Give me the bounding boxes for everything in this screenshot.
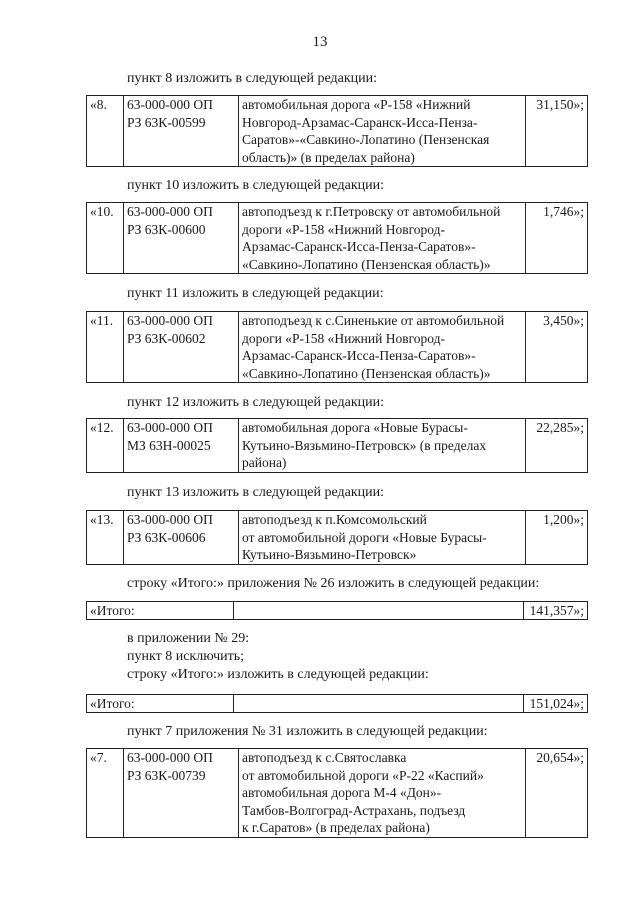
desc-line: дороги «Р-158 «Нижний Новгород- [242,330,446,346]
total-label: «Итого: [87,695,234,713]
table-appendix-31-item-7 [86,748,588,838]
row-number: «13. [87,511,124,565]
road-code [124,312,239,383]
desc-line: область)» (в пределах района) [242,149,415,165]
road-description [239,511,526,565]
appendix-29-line2: пункт 8 исключить; [127,649,245,664]
road-description [239,203,526,274]
desc-line: района) [242,455,287,470]
desc-line: «Савкино-Лопатино (Пензенская область)» [242,365,491,381]
road-length: 20,654»; [526,749,588,838]
page-number: 13 [312,34,328,50]
heading-item-8: пункт 8 изложить в следующей редакции: [127,71,377,86]
table-row [87,511,588,565]
desc-line: автоподъезд к с.Святославка [242,750,407,765]
road-length: 31,150»; [526,96,588,167]
desc-line: «Савкино-Лопатино (Пензенская область)» [242,256,491,272]
desc-line: Саратов»-«Савкино-Лопатино (Пензенская [242,132,490,147]
desc-line: от автомобильной дороги «Новые Бурасы- [242,529,487,545]
road-code-line2: РЗ 63К-00599 [127,114,206,130]
appendix-29-line3: строку «Итого:» изложить в следующей редакции: [127,667,429,682]
desc-line: от автомобильной дороги «Р-22 «Каспий» [242,767,484,783]
desc-line: Тамбов-Волгоград-Астрахань, подъезд [242,802,466,818]
road-length: 1,200»; [526,511,588,565]
desc-line: автоподъезд к с.Синенькие от автомобильной [242,313,505,328]
row-number: «7. [87,749,124,838]
row-number: «11. [87,312,124,383]
road-code [124,96,239,167]
table-row [87,203,588,274]
road-length: 1,746»; [526,203,588,274]
table-item-10 [86,202,588,274]
road-code-line2: РЗ 63К-00606 [127,529,206,545]
table-item-8 [86,95,588,167]
heading-item-11: пункт 11 изложить в следующей редакции: [127,286,384,301]
table-item-12 [86,418,588,473]
table-row [87,312,588,383]
road-code-line1: 63-000-000 ОП [127,97,213,112]
desc-line: автомобильная дорога «Новые Бурасы- [242,420,468,435]
desc-line: Кутьино-Вязьмино-Петровск» (в пределах [242,437,487,453]
total-value: 141,357»; [524,602,588,620]
table-item-11 [86,311,588,383]
appendix-29-line1: в приложении № 29: [127,631,250,646]
road-code-line1: 63-000-000 ОП [127,420,213,435]
road-code-line2: РЗ 63К-00600 [127,221,206,237]
road-code [124,511,239,565]
heading-item-10: пункт 10 изложить в следующей редакции: [127,178,384,193]
road-code-line1: 63-000-000 ОП [127,313,213,328]
road-code-line1: 63-000-000 ОП [127,204,213,219]
road-code-line2: РЗ 63К-00739 [127,767,206,783]
row-number: «8. [87,96,124,167]
road-description [239,312,526,383]
road-code-line1: 63-000-000 ОП [127,512,213,527]
desc-line: к г.Саратов» (в пределах района) [242,820,430,835]
road-length: 22,285»; [526,419,588,473]
total-empty-cell [234,695,524,713]
heading-item-12: пункт 12 изложить в следующей редакции: [127,395,384,410]
road-code-line2: РЗ 63К-00602 [127,330,206,346]
table-row [87,749,588,838]
table-item-13 [86,510,588,565]
road-code [124,419,239,473]
desc-line: автоподъезд к г.Петровску от автомобильной [242,204,501,219]
table-row [87,419,588,473]
desc-line: Кутьино-Вязьмино-Петровск» [242,547,417,562]
desc-line: Новгород-Арзамас-Саранск-Исса-Пенза- [242,114,478,130]
road-length: 3,450»; [526,312,588,383]
heading-total-appendix-26: строку «Итого:» приложения № 26 изложить в следующей редакции: [127,576,540,591]
road-code-line2: МЗ 63Н-00025 [127,437,211,453]
road-code [124,749,239,838]
total-table-appendix-26 [86,601,588,620]
row-number: «12. [87,419,124,473]
desc-line: Арзамас-Саранск-Исса-Пенза-Саратов»- [242,239,476,254]
total-table-appendix-29 [86,694,588,713]
road-description [239,96,526,167]
desc-line: Арзамас-Саранск-Исса-Пенза-Саратов»- [242,348,476,363]
table-row [87,96,588,167]
desc-line: автомобильная дорога «Р-158 «Нижний [242,97,471,112]
road-description [239,749,526,838]
heading-appendix-31-item-7: пункт 7 приложения № 31 изложить в следующей редакции: [127,724,488,739]
desc-line: дороги «Р-158 «Нижний Новгород- [242,221,446,237]
total-value: 151,024»; [524,695,588,713]
road-description [239,419,526,473]
desc-line: автоподъезд к п.Комсомольский [242,512,427,527]
table-row [87,602,588,620]
table-row [87,695,588,713]
desc-line: автомобильная дорога М-4 «Дон»- [242,785,442,800]
road-code [124,203,239,274]
heading-item-13: пункт 13 изложить в следующей редакции: [127,485,384,500]
row-number: «10. [87,203,124,274]
road-code-line1: 63-000-000 ОП [127,750,213,765]
total-empty-cell [234,602,524,620]
total-label: «Итого: [87,602,234,620]
